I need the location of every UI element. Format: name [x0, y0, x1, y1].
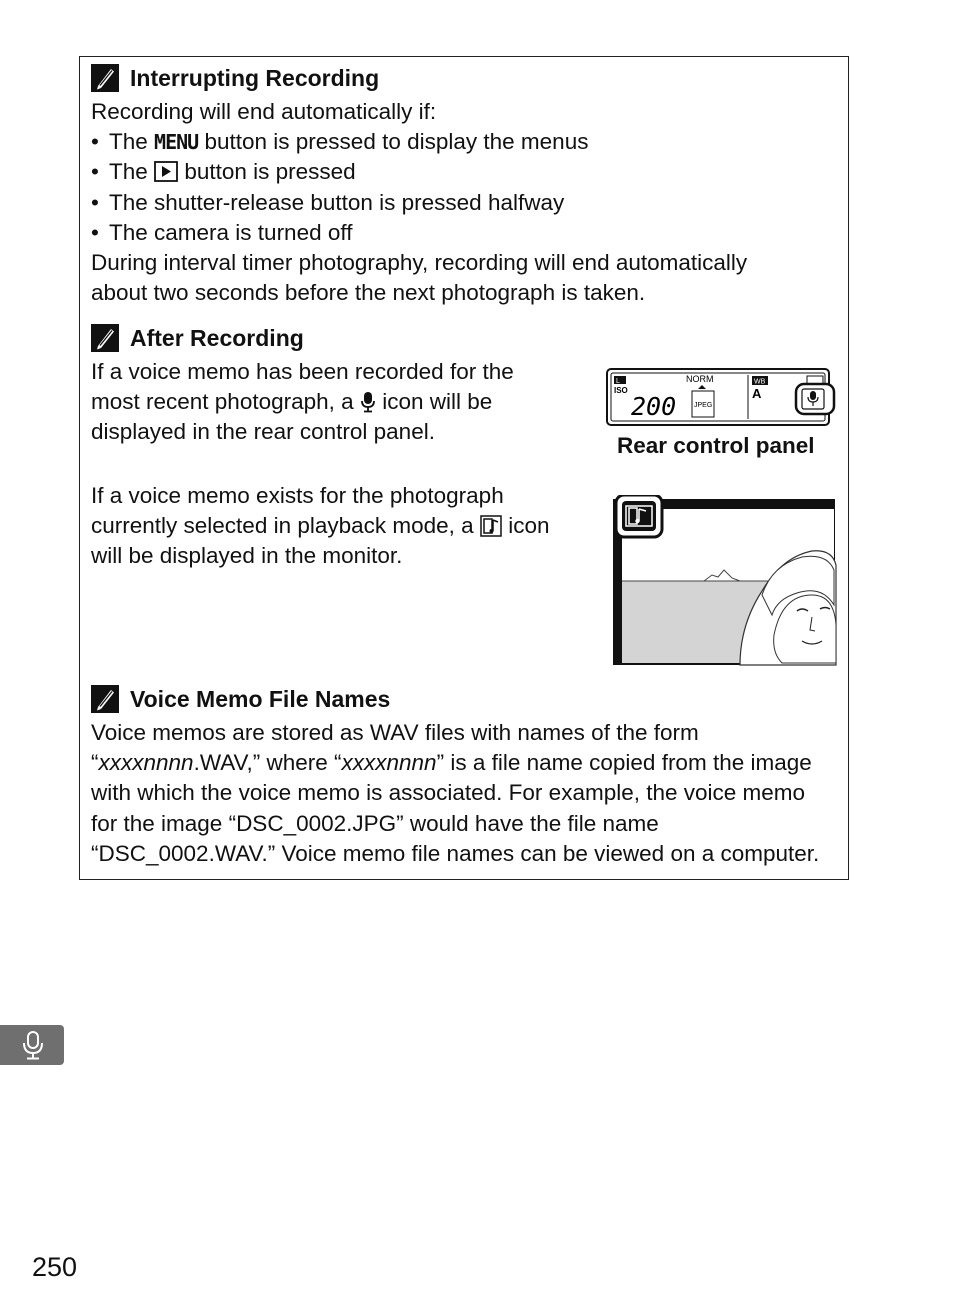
menu-button-glyph: MENU [154, 130, 199, 155]
section-title: Interrupting Recording [130, 65, 380, 91]
interrupting-recording-heading [90, 63, 379, 93]
norm-label: NORM [686, 374, 714, 384]
list-item: • The camera is turned off [91, 218, 831, 248]
monitor-playback-illustration [612, 495, 838, 667]
rear-control-panel-caption: Rear control panel [617, 433, 815, 458]
list-item: • The MENU button is pressed to display the menus [91, 127, 831, 157]
after-recording-para1: If a voice memo has been recorded for the most recent photograph, a icon will be displayed in the rear control panel. [91, 359, 514, 445]
notes-box [79, 56, 849, 880]
outro-line: During interval timer photography, recording will end automatically [91, 250, 748, 276]
quality-label: L [616, 378, 620, 385]
iso-value: 200 [631, 392, 677, 421]
voice-memo-file-names-body: Voice memos are stored as WAV files with names of the form “xxxxnnnn.WAV,” where “xxxxnnnn” is a file name copied from the image with which the voice memo is associated. For example, the voice memo for the image “DSC_0002.JPG” would have the file name “DSC_0002.WAV.” Voice memo file names can be viewed on a computer. [91, 720, 820, 866]
section-title: Voice Memo File Names [130, 686, 391, 712]
chapter-side-tab [0, 1025, 64, 1065]
page-number: 250 [32, 1252, 78, 1282]
list-item: • The button is pressed [91, 157, 831, 187]
iso-label: ISO [614, 386, 628, 395]
playback-button-icon [154, 161, 178, 182]
jpeg-label: JPEG [694, 402, 713, 409]
wb-value: A [752, 386, 762, 401]
pencil-note-icon [90, 63, 120, 93]
pencil-note-icon [90, 684, 120, 714]
after-recording-heading [90, 323, 304, 353]
rear-control-panel-illustration [606, 367, 836, 429]
microphone-icon [22, 1030, 44, 1060]
after-recording-para2: If a voice memo exists for the photograph currently selected in playback mode, a icon will be displayed in the monitor. [91, 483, 550, 569]
outro-line: about two seconds before the next photograph is taken. [91, 280, 646, 306]
microphone-icon [360, 391, 376, 413]
pencil-note-icon [90, 323, 120, 353]
list-item: • The shutter-release button is pressed halfway [91, 188, 831, 218]
intro-text: Recording will end automatically if: [91, 99, 437, 124]
section-title: After Recording [130, 325, 304, 351]
voice-memo-icon [480, 515, 502, 537]
wb-label: WB [754, 378, 766, 386]
bullet-list [91, 127, 831, 248]
interrupting-recording-body [91, 97, 831, 308]
voice-memo-file-names-heading [90, 684, 390, 714]
